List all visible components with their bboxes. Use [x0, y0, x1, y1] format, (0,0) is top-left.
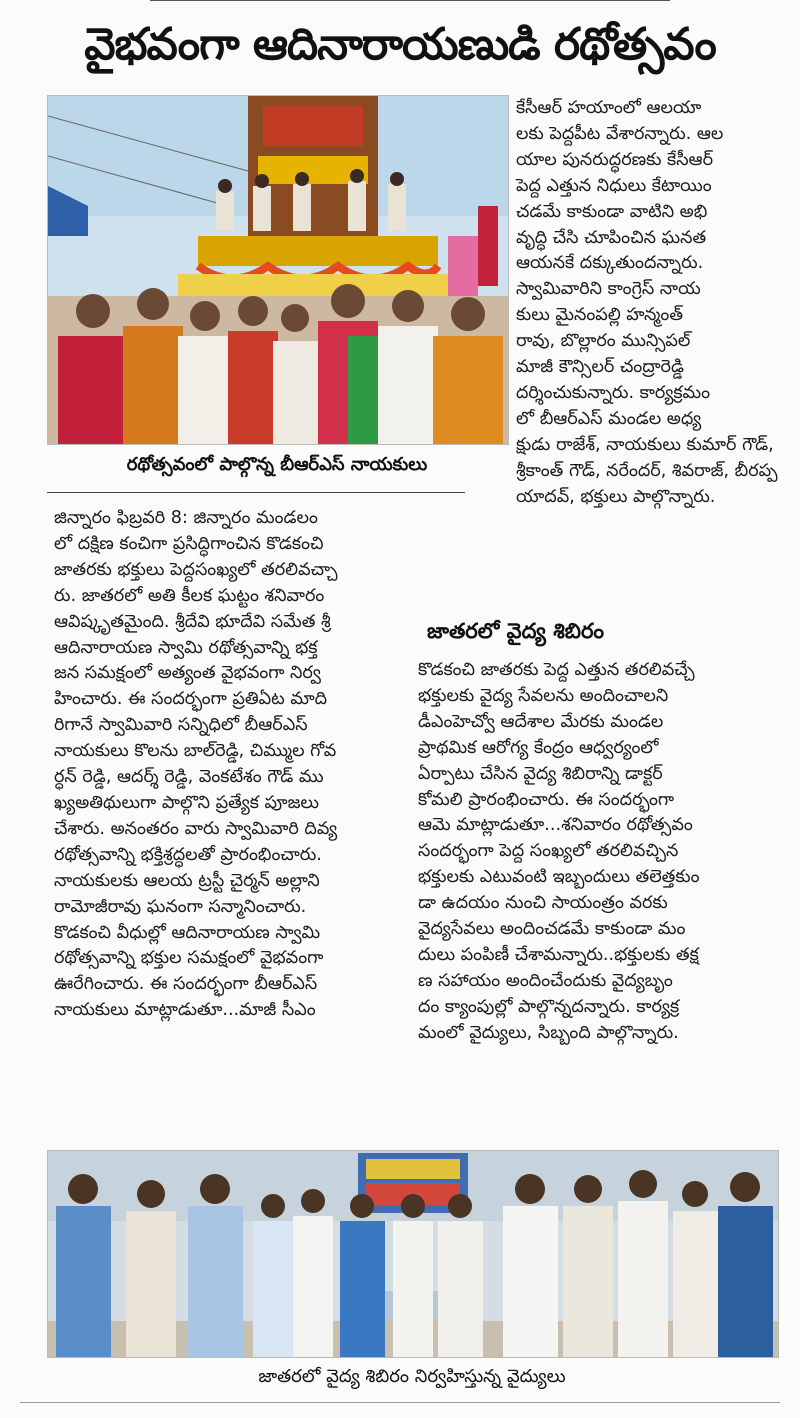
- medical-camp-subheading: జాతరలో వైద్య శిబిరం: [427, 619, 605, 643]
- chariot-festival-photo: [47, 95, 509, 445]
- bottom-rule: [20, 1402, 780, 1403]
- top-photo-caption: రథోత్సవంలో పాల్గొన్న బీఆర్ఎస్ నాయకులు: [126, 454, 428, 475]
- right-column-text: కేసీఆర్ హయాంలో ఆలయా లకు పెద్దపీట వేశారన్నారు. ఆల యాల పునరుద్ధరణకు కేసీఆర్ పెద్ద ఎత్తున నిధులు కేటాయిం చడమే కాకుండా వాటిని అభి వృద్ధి చేసి చూపించిన ఘనత ఆయనకే దక్కుతుందన్నారు. స్వామివారిని కాంగ్రెస్ నాయ కులు మైనంపల్లి హన్మంత్ రావు, బొల్లారం మున్సిపల్ మాజీ కౌన్సిలర్ చంద్రారెడ్డి దర్శించుకున్నారు. కార్యక్రమం లో బీఆర్ఎస్ మండల అధ్య క్షుడు రాజేశ్, నాయకులు కుమార్ గౌడ్, శ్రీకాంత్ గౌడ్, నరేందర్, శివరాజ్, బీరప్ప యాదవ్, భక్తులు పాల్గొన్నారు.: [516, 98, 778, 507]
- top-rule: [150, 0, 670, 1]
- headline: వైభవంగా ఆదినారాయణుడి రథోత్సవం: [84, 19, 716, 70]
- medical-camp-photo: [47, 1150, 779, 1358]
- left-column-text: జిన్నారం ఫిబ్రవరి 8: జిన్నారం మండలం లో దక్షిణ కంచిగా ప్రసిద్ధిగాంచిన కొడకంచి జాతరకు భక్తులు పెద్దసంఖ్యలో తరలివచ్చా రు. జాతరలో అతి కీలక ఘట్టం శనివారం ఆవిష్కృతమైంది. శ్రీదేవి భూదేవి సమేత శ్రీ ఆదినారాయణ స్వామి రథోత్సవాన్ని భక్త జన సమక్షంలో అత్యంత వైభవంగా నిర్వ హించారు. ఈ సందర్భంగా ప్రతిఏట మాది రిగానే స్వామివారి సన్నిధిలో బీఆర్ఎస్ నాయకులు కొలను బాల్‌రెడ్డి, చిమ్ముల గోవ ర్ధన్ రెడ్డి, ఆదర్శ్ రెడ్డి, వెంకటేశం గౌడ్ ము ఖ్యఅతిథులుగా పాల్గొని ప్రత్యేక పూజలు చేశారు. అనంతరం వారు స్వామివారి దివ్య రథోత్సవాన్ని భక్తిశ్రద్ధలతో ప్రారంభించారు. నాయకులకు ఆలయ ట్రస్టీ చైర్మన్ అల్లాని రామోజీరావు ఘనంగా సన్మానించారు. కొడకంచి వీధుల్లో ఆదినారాయణ స్వామి రథోత్సవాన్ని భక్తుల సమక్షంలో వైభవంగా ఊరేగించారు. ఈ సందర్భంగా బీఆర్ఎస్ నాయకులు మాట్లాడుతూ...మాజీ సీఎం: [54, 508, 338, 1021]
- medical-camp-text: కొడకంచి జాతరకు పెద్ద ఎత్తున తరలివచ్చే భక్తులకు వైద్య సేవలను అందించాలని డీఎంహెచ్వో ఆదేశాల మేరకు మండల ప్రాథమిక ఆరోగ్య కేంద్రం ఆధ్వర్యంలో ఏర్పాటు చేసిన వైద్య శిబిరాన్ని డాక్టర్ కోమలి ప్రారంభించారు. ఈ సందర్భంగా ఆమె మాట్లాడుతూ...శనివారం రథోత్సవం సందర్భంగా పెద్ద సంఖ్యలో తరలివచ్చిన భక్తులకు ఎటువంటి ఇబ్బందులు తలెత్తకుం డా ఉదయం నుంచి సాయంత్రం వరకు వైద్యసేవలు అందించడమే కాకుండా మం దులు పంపిణీ చేశామన్నారు..భక్తులకు తక్ష ణ సహాయం అందించేందుకు వైద్యబృం దం క్యాంపుల్లో పాల్గొన్నదన్నారు. కార్యక్ర మంలో వైద్యులు, సిబ్బంది పాల్గొన్నారు.: [418, 660, 700, 1043]
- bottom-photo-caption: జాతరలో వైద్య శిబిరం నిర్వహిస్తున్న వైద్యులు: [258, 1366, 566, 1387]
- caption-rule: [47, 492, 465, 493]
